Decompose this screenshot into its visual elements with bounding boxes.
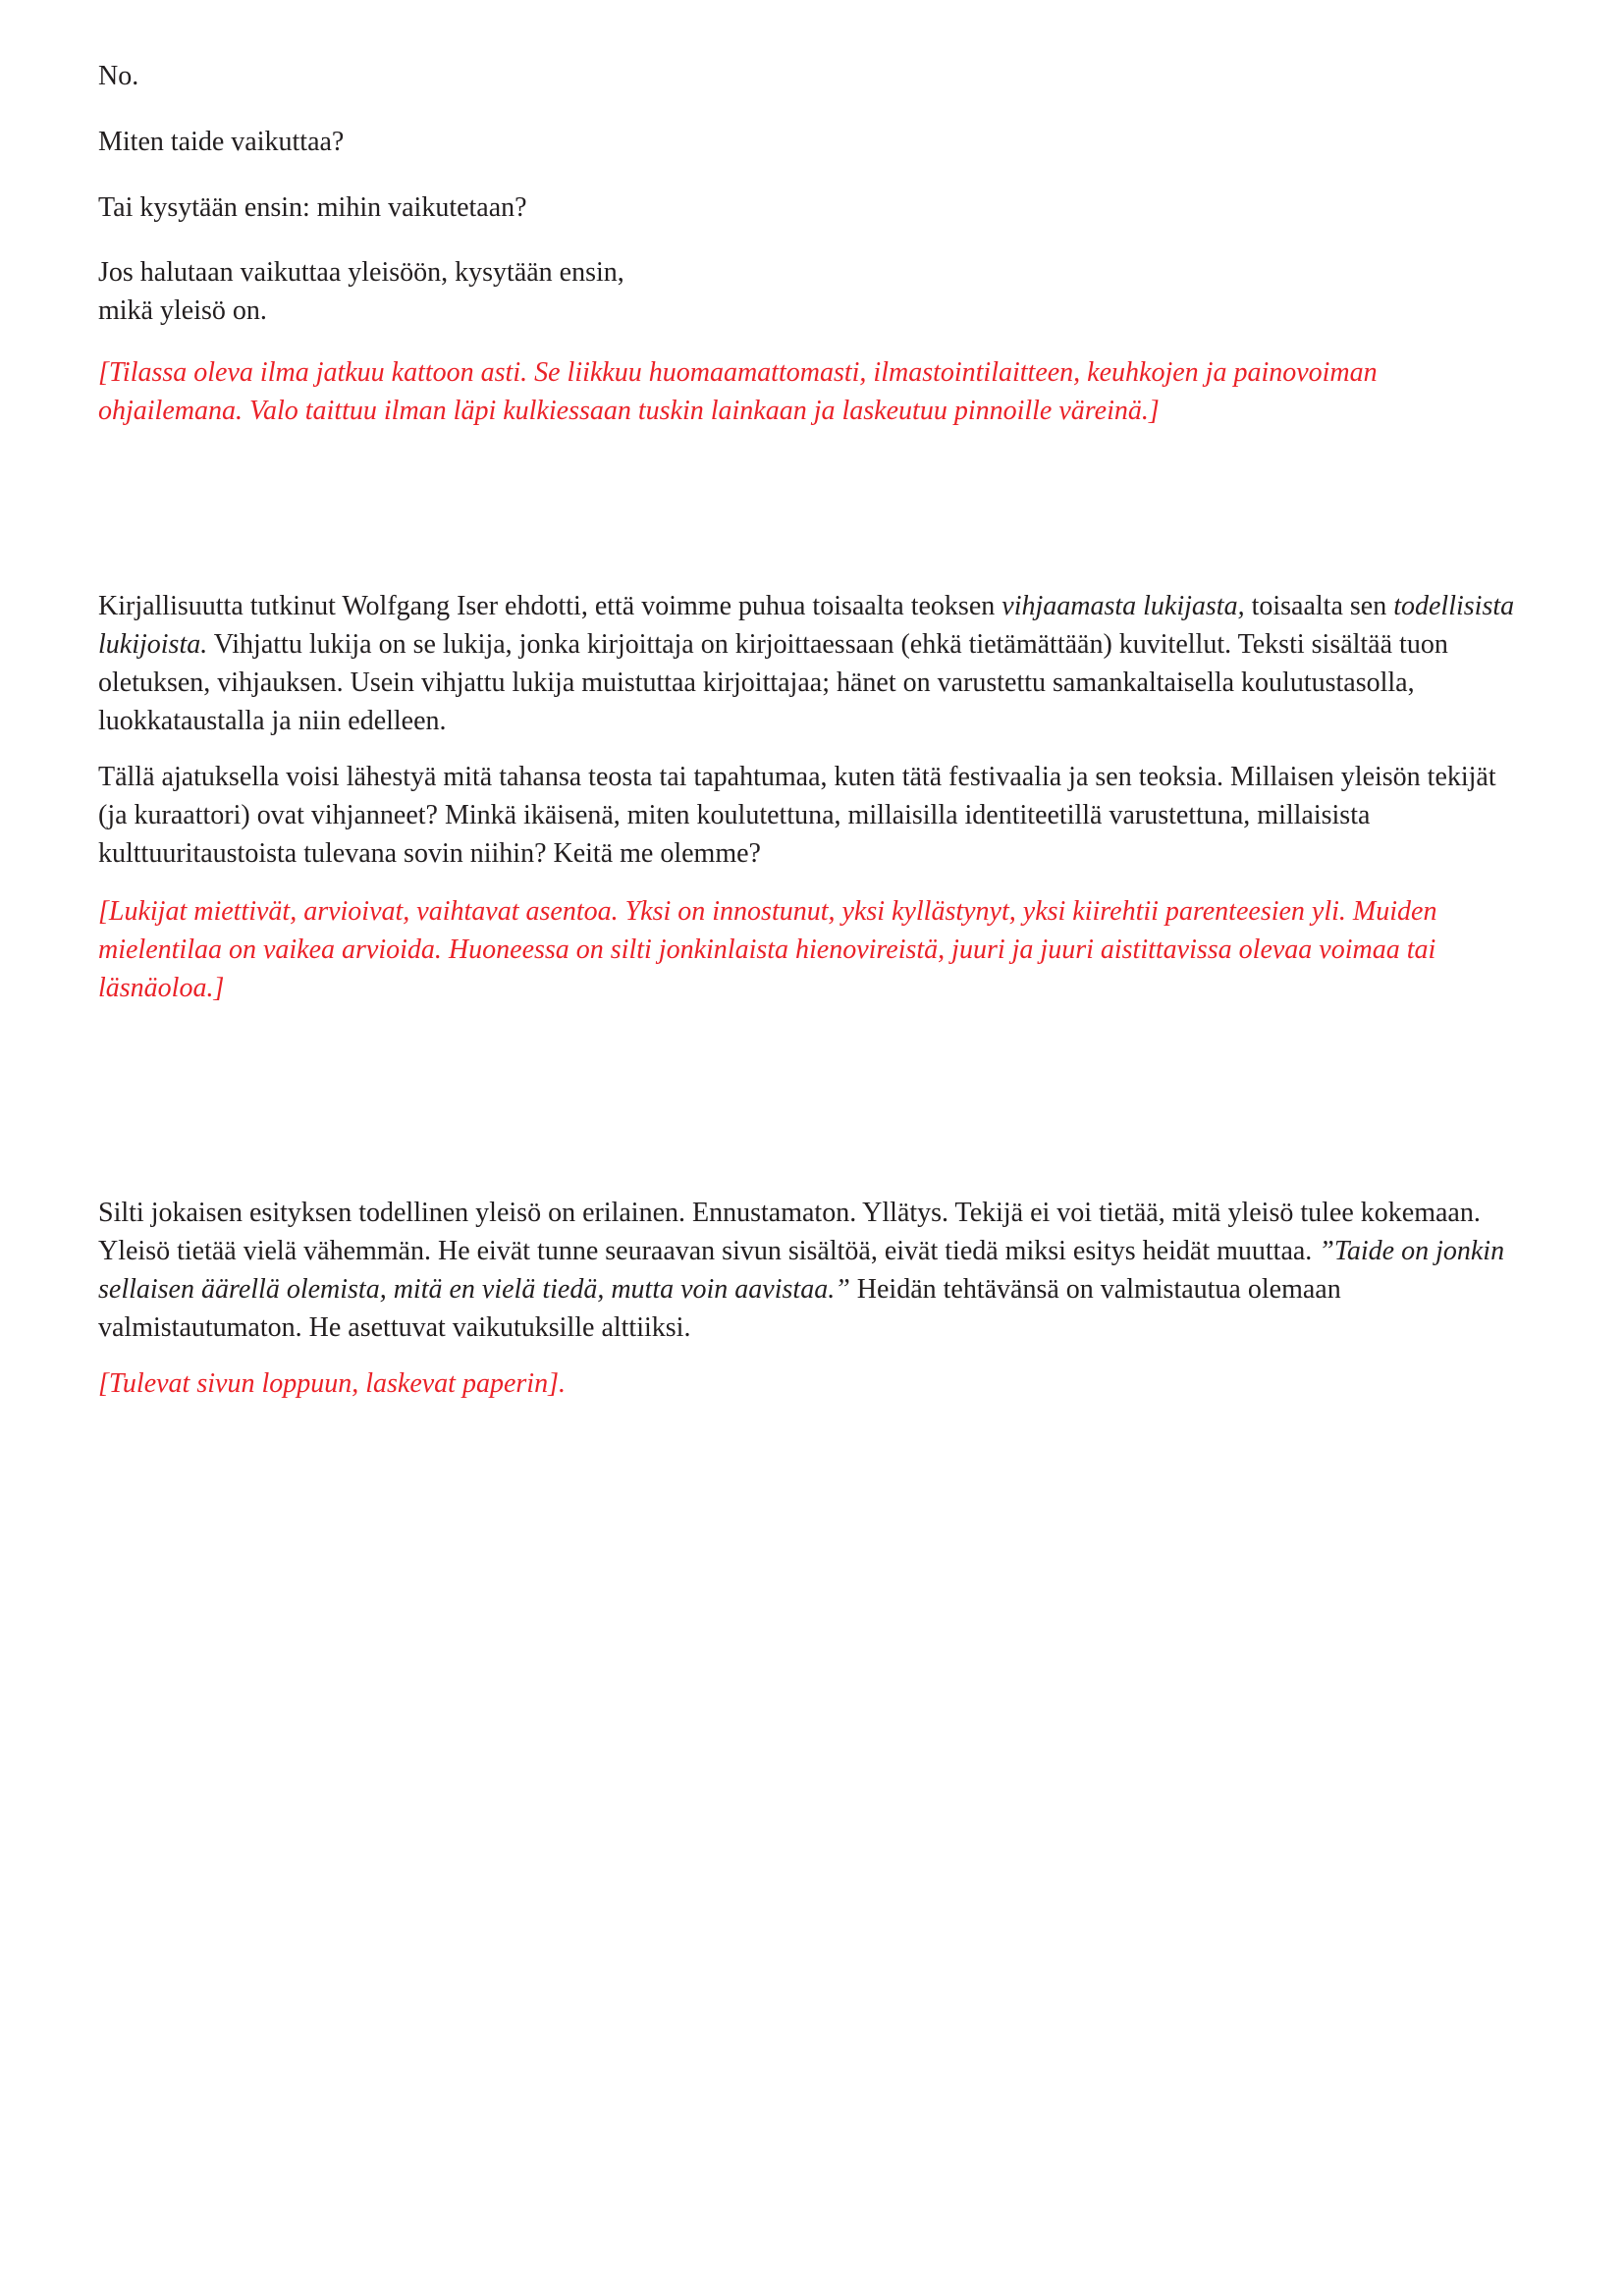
paragraph-miten-taide-vaikuttaa: Miten taide vaikuttaa? <box>98 127 345 157</box>
paragraph-tai-kysytaan-ensin: Tai kysytään ensin: mihin vaikutetaan? <box>98 192 527 223</box>
text-run-italic: vihjaamasta lukijasta, <box>1001 591 1245 621</box>
stage-direction-readers-thinking: [Lukijat miettivät, arvioivat, vaihtavat asentoa. Yksi on innostunut, yksi kyllästynyt, yksi kiirehtii parenteesien yli. Muiden mielentilaa on vaikea arvioida. Huoneessa on silti jonkinlaista hienovireistä, juuri ja juuri aistittavissa olevaa voimaa tai läsnäoloa.] <box>98 896 1437 1003</box>
paragraph-silti-jokaisen-esityksen <box>98 1194 1518 1347</box>
paragraph-line-2: mikä yleisö on. <box>98 295 267 326</box>
stage-direction-page-end: [Tulevat sivun loppuun, laskevat paperin]. <box>98 1368 566 1399</box>
paragraph-wolfgang-iser <box>98 587 1518 740</box>
text-run: Kirjallisuutta tutkinut Wolfgang Iser ehdotti, että voimme puhua toisaalta teoksen <box>98 591 1002 621</box>
text-run: Heidän tehtävänsä on valmistautua olemaan valmistautumaton. He asettuvat vaikutuksille alttiiksi. <box>98 1274 1341 1343</box>
paragraph-jos-halutaan-vaikuttaa <box>98 253 1518 330</box>
text-run-italic: todellisista lukijoista. <box>98 591 1515 660</box>
paragraph-no: No. <box>98 61 139 91</box>
text-run: Vihjattu lukija on se lukija, jonka kirjoittaja on kirjoittaessaan (ehkä tietämättään) kuvitellut. Teksti sisältää tuon oletuksen, vihjauksen. Usein vihjattu lukija muistuttaa kirjoittajaa; hänet on varustettu samankaltaisella koulutustasolla, luokkataustalla ja niin edelleen. <box>98 629 1448 736</box>
text-run: toisaalta sen <box>1244 591 1394 621</box>
paragraph-line-1: Jos halutaan vaikuttaa yleisöön, kysytään ensin, <box>98 257 624 288</box>
text-run: Silti jokaisen esityksen todellinen yleisö on erilainen. Ennustamaton. Yllätys. Tekijä ei voi tietää, mitä yleisö tulee kokemaan. Yleisö tietää vielä vähemmän. He eivät tunne seuraavan sivun sisältöä, eivät tiedä miksi esitys heidät muuttaa. <box>98 1198 1481 1266</box>
text-run-italic: ”Taide on jonkin sellaisen äärellä olemista, mitä en vielä tiedä, mutta voin aavistaa.” <box>98 1236 1505 1305</box>
stage-direction-air-in-space: [Tilassa oleva ilma jatkuu kattoon asti. Se liikkuu huomaamattomasti, ilmastointilaitteen, keuhkojen ja painovoiman ohjailemana. Valo taittuu ilman läpi kulkiessaan tuskin lainkaan ja laskeutuu pinnoille väreinä.] <box>98 357 1378 426</box>
paragraph-talla-ajatuksella: Tällä ajatuksella voisi lähestyä mitä tahansa teosta tai tapahtumaa, kuten tätä festivaalia ja sen teoksia. Millaisen yleisön tekijät (ja kuraattori) ovat vihjanneet? Minkä ikäisenä, miten koulutettuna, millaisilla identiteetillä varustettuna, millaisista kulttuuritaustoista tulevana sovin niihin? Keitä me olemme? <box>98 762 1496 869</box>
